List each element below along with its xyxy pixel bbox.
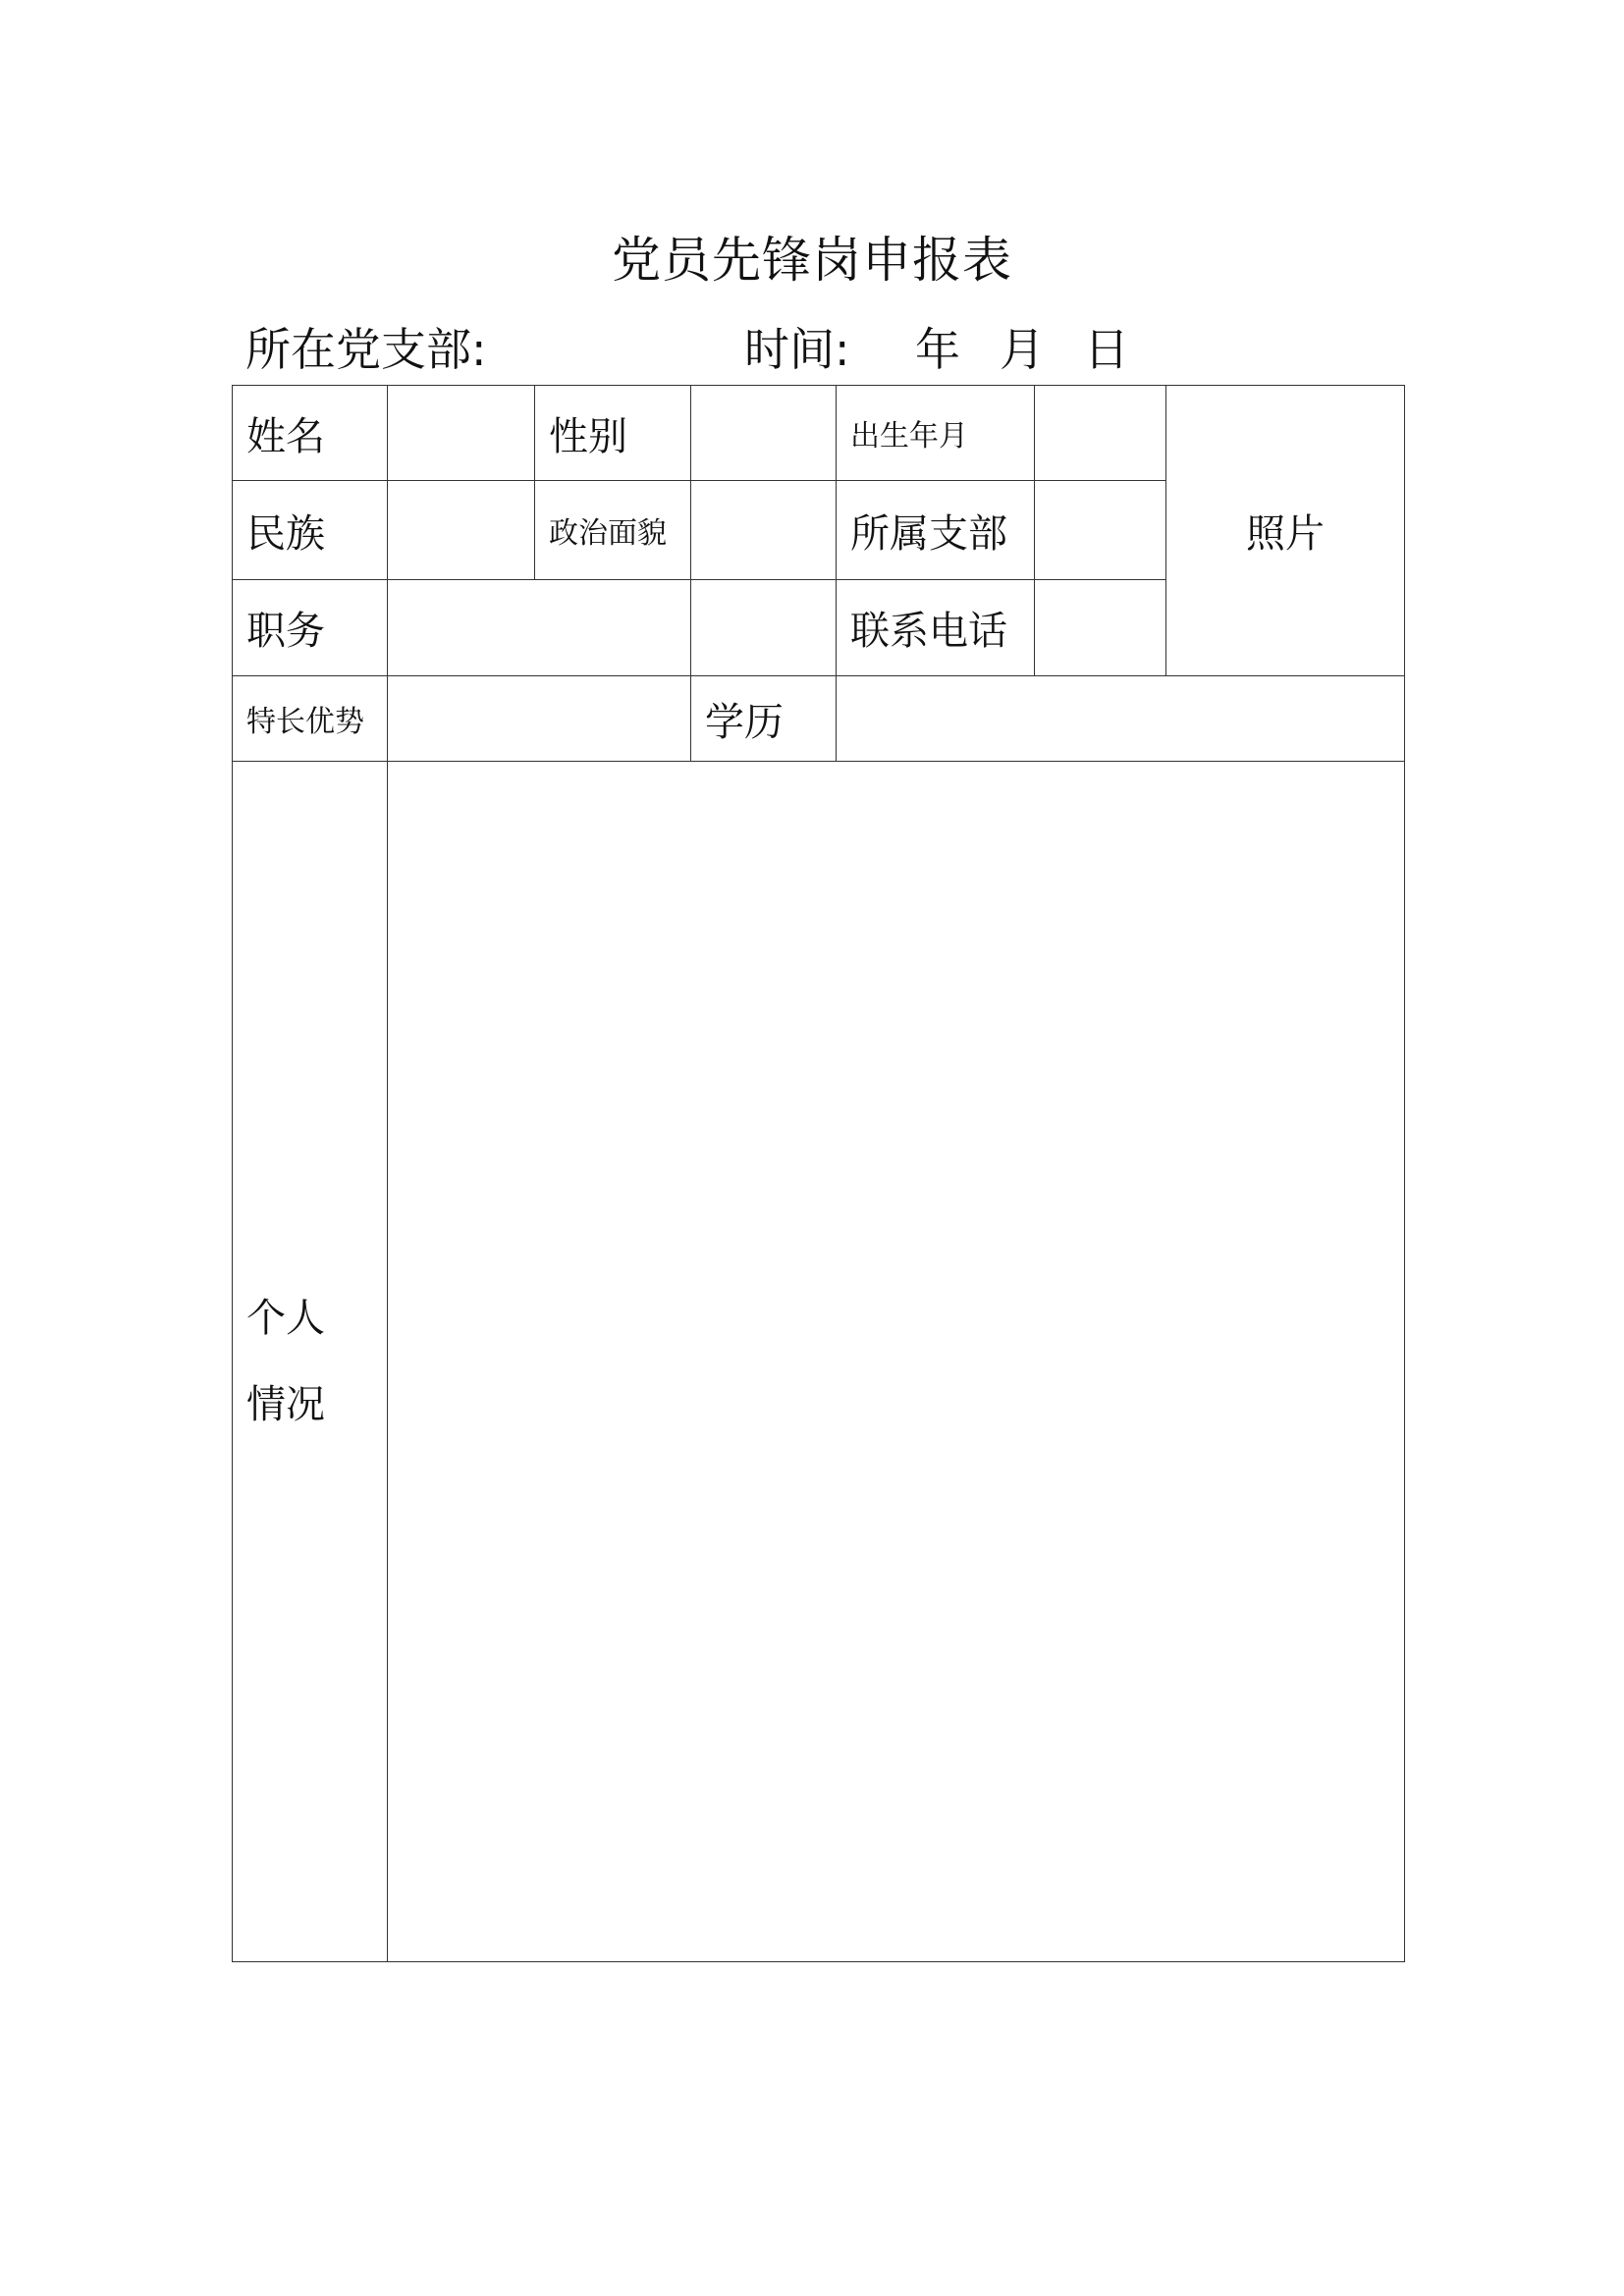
phone-field[interactable] [1035,580,1166,676]
gender-label: 性别 [535,386,691,481]
name-field[interactable] [388,386,535,481]
strengths-label: 特长优势 [233,676,388,762]
gender-field[interactable] [691,386,837,481]
personal-situation-field[interactable] [388,762,1405,1962]
day-label: 日 [1084,323,1129,376]
application-form-table [232,385,1405,1962]
phone-label: 联系电话 [837,580,1035,676]
birth-date-field[interactable] [1035,386,1166,481]
birth-date-label: 出生年月 [837,386,1035,481]
branch-label: 所在党支部: [245,323,487,376]
name-label: 姓名 [233,386,388,481]
personal-label-line2: 情况 [246,1382,325,1427]
education-label: 学历 [691,676,837,762]
form-title: 党员先锋岗申报表 [612,232,1012,289]
position-label: 职务 [233,580,388,676]
position-field[interactable] [388,580,691,676]
photo-cell[interactable]: 照片 [1166,386,1405,676]
strengths-field[interactable] [388,676,691,762]
time-label: 时间: [744,323,850,376]
personal-situation-label [233,762,388,1962]
education-field[interactable] [837,676,1405,762]
month-label: 月 [1000,323,1045,376]
year-label: 年 [915,323,960,376]
ethnicity-label: 民族 [233,481,388,580]
ethnicity-field[interactable] [388,481,535,580]
branch-affiliation-field[interactable] [1035,481,1166,580]
branch-affiliation-label: 所属支部 [837,481,1035,580]
political-status-field[interactable] [691,481,837,580]
position-extra-field[interactable] [691,580,837,676]
personal-label-line1: 个人 [246,1296,325,1341]
political-status-label: 政治面貌 [535,481,691,580]
